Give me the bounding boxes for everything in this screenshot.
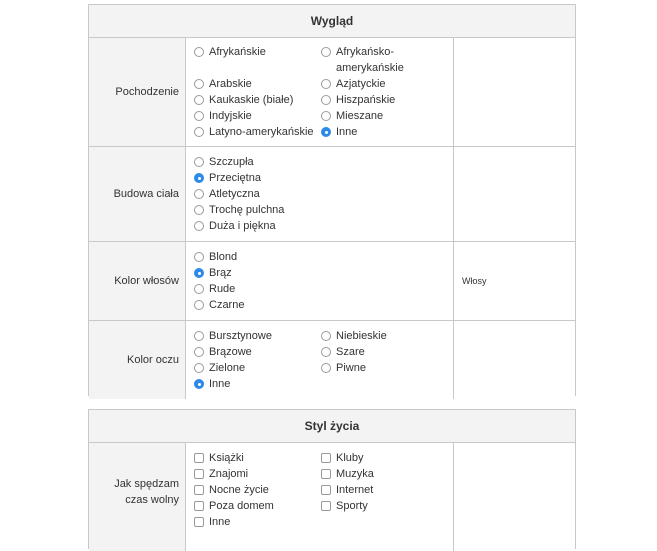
radio-icon[interactable] [194,363,204,373]
radio-icon[interactable] [194,205,204,215]
radio-icon[interactable] [194,284,204,294]
eye-color-option[interactable]: Zielone [194,360,245,376]
checkbox-icon[interactable] [321,501,331,511]
free-time-option[interactable]: Sporty [321,498,368,514]
free-time-option[interactable]: Poza domem [194,498,274,514]
radio-icon[interactable] [194,111,204,121]
hair-color-options [185,242,454,320]
origin-option[interactable]: Arabskie [194,76,252,92]
radio-icon[interactable] [194,347,204,357]
body-type-label: Budowa ciała [113,188,179,200]
origin-options [185,38,454,146]
free-time-row [89,443,575,551]
free-time-option[interactable]: Książki [194,450,244,466]
eye-color-label: Kolor oczu [127,354,179,366]
origin-note [454,38,575,146]
eye-color-option[interactable]: Szare [321,344,365,360]
origin-option[interactable]: Latyno-amerykańskie [194,124,314,140]
body-type-option-selected[interactable]: Przeciętna [194,170,261,186]
appearance-section [88,4,576,396]
radio-icon[interactable] [321,363,331,373]
radio-selected-icon[interactable] [194,379,204,389]
body-type-option[interactable]: Trochę pulchna [194,202,284,218]
checkbox-icon[interactable] [321,469,331,479]
hair-color-option[interactable]: Czarne [194,297,244,313]
eye-color-option[interactable]: Brązowe [194,344,252,360]
radio-icon[interactable] [194,47,204,57]
radio-icon[interactable] [321,47,331,57]
radio-icon[interactable] [194,331,204,341]
eye-color-note [454,321,575,399]
eye-color-option[interactable]: Piwne [321,360,366,376]
lifestyle-section [88,409,576,549]
radio-selected-icon[interactable] [194,268,204,278]
origin-option[interactable]: Azjatyckie [321,76,386,92]
eye-color-options [185,321,454,399]
free-time-note [454,443,575,551]
radio-icon[interactable] [194,79,204,89]
radio-icon[interactable] [194,221,204,231]
origin-option-selected[interactable]: Inne [321,124,357,140]
radio-icon[interactable] [321,347,331,357]
section-title: Styl życia [89,410,575,443]
radio-icon[interactable] [321,111,331,121]
body-type-option[interactable]: Szczupła [194,154,254,170]
eye-color-option-selected[interactable]: Inne [194,376,230,392]
hair-color-option[interactable]: Rude [194,281,235,297]
free-time-option[interactable]: Inne [194,514,230,530]
hair-color-option-selected[interactable]: Brąz [194,265,232,281]
free-time-label: Jak spędzam czas wolny [114,478,179,506]
origin-row [89,38,575,147]
eye-color-option[interactable]: Niebieskie [321,328,387,344]
checkbox-icon[interactable] [321,485,331,495]
free-time-option[interactable]: Internet [321,482,373,498]
hair-color-row [89,242,575,321]
checkbox-icon[interactable] [194,453,204,463]
checkbox-icon[interactable] [194,485,204,495]
radio-icon[interactable] [194,300,204,310]
radio-selected-icon[interactable] [194,173,204,183]
checkbox-icon[interactable] [321,453,331,463]
free-time-options [185,443,454,551]
free-time-option[interactable]: Muzyka [321,466,374,482]
radio-icon[interactable] [194,157,204,167]
origin-option[interactable]: Hiszpańskie [321,92,395,108]
hair-color-label: Kolor włosów [114,275,179,287]
body-type-option[interactable]: Atletyczna [194,186,260,202]
radio-icon[interactable] [321,331,331,341]
section-title: Wygląd [89,5,575,38]
checkbox-icon[interactable] [194,517,204,527]
free-time-option[interactable]: Kluby [321,450,364,466]
checkbox-icon[interactable] [194,469,204,479]
origin-option[interactable]: Kaukaskie (białe) [194,92,293,108]
eye-color-row [89,321,575,399]
radio-icon[interactable] [194,127,204,137]
eye-color-option[interactable]: Bursztynowe [194,328,272,344]
free-time-option[interactable]: Znajomi [194,466,248,482]
body-type-option[interactable]: Duża i piękna [194,218,276,234]
radio-icon[interactable] [194,95,204,105]
origin-option[interactable]: Mieszane [321,108,383,124]
radio-icon[interactable] [194,189,204,199]
hair-note: Włosy [454,242,575,320]
checkbox-icon[interactable] [194,501,204,511]
body-type-options [185,147,454,241]
radio-icon[interactable] [194,252,204,262]
body-type-note [454,147,575,241]
origin-option[interactable]: Indyjskie [194,108,252,124]
free-time-option[interactable]: Nocne życie [194,482,269,498]
radio-icon[interactable] [321,95,331,105]
origin-option[interactable]: Afrykańsko- amerykańskie [321,44,404,76]
origin-option[interactable]: Afrykańskie [194,44,266,60]
hair-color-option[interactable]: Blond [194,249,237,265]
radio-selected-icon[interactable] [321,127,331,137]
body-type-row [89,147,575,242]
origin-label: Pochodzenie [115,86,179,98]
radio-icon[interactable] [321,79,331,89]
